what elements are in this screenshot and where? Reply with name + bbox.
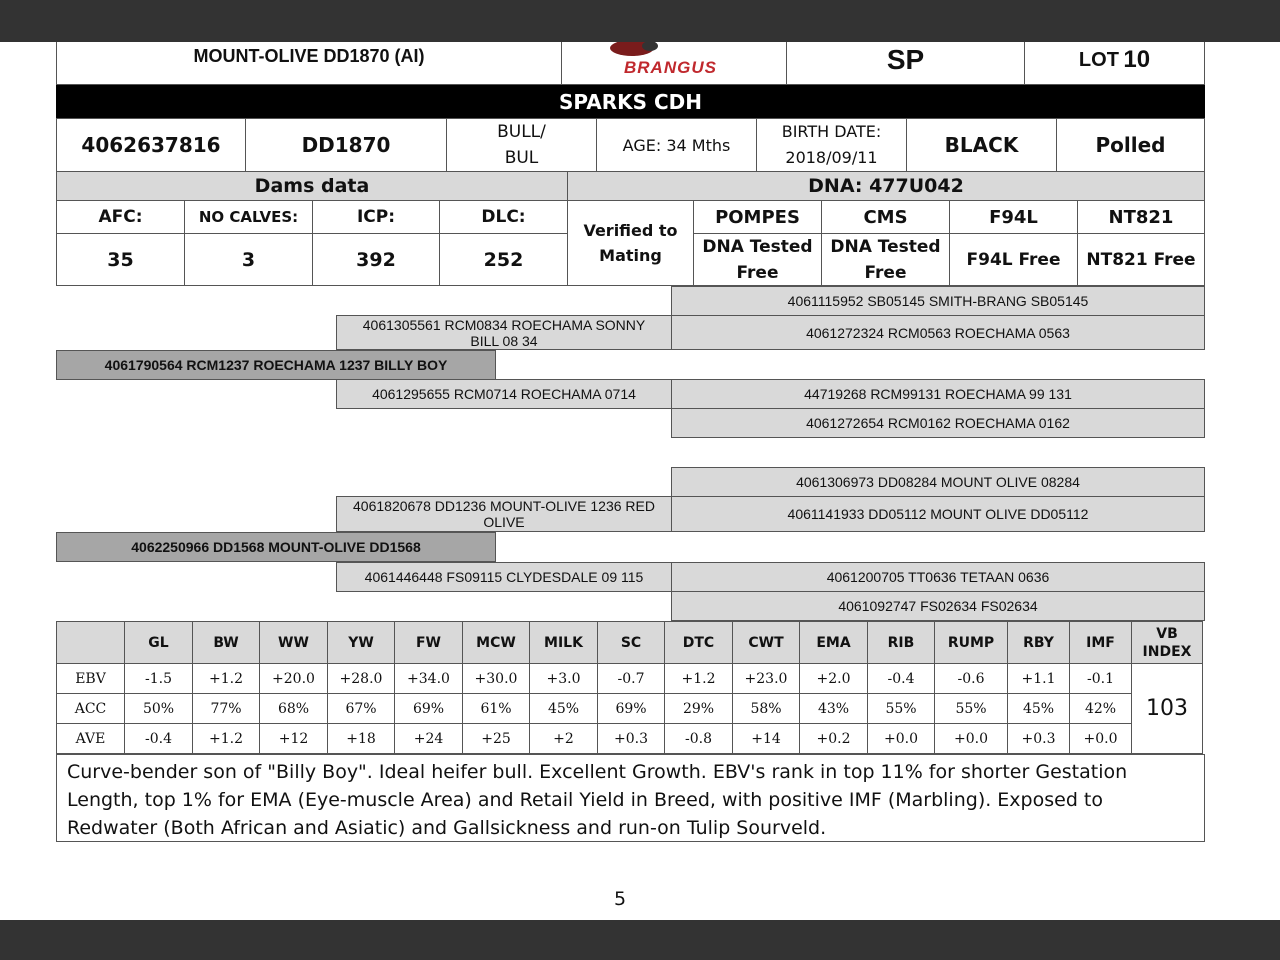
table-cell: 68%	[260, 694, 328, 724]
ebv-col-rib: RIB	[868, 622, 935, 664]
table-cell: +30.0	[463, 664, 530, 694]
vb-index-value: 103	[1132, 664, 1203, 754]
top-bar	[0, 0, 1280, 42]
animal-id: 4062637816	[56, 118, 246, 172]
table-cell: +2	[530, 724, 598, 754]
table-cell: +0.2	[800, 724, 868, 754]
afc-value: 35	[56, 233, 185, 286]
nt821-value: NT821 Free	[1077, 233, 1205, 286]
pedigree-sds: 44719268 RCM99131 ROECHAMA 99 131	[671, 379, 1205, 409]
ebv-col-gl: GL	[125, 622, 193, 664]
table-cell: +18	[328, 724, 395, 754]
table-cell: -0.6	[935, 664, 1008, 694]
table-cell: -0.7	[598, 664, 665, 694]
brand-name: BRANGUS	[624, 58, 717, 77]
f94l-header: F94L	[949, 200, 1078, 234]
row-label: AVE	[57, 724, 125, 754]
table-cell: +28.0	[328, 664, 395, 694]
table-cell: -0.1	[1070, 664, 1132, 694]
animal-color: BLACK	[906, 118, 1057, 172]
table-cell: -0.4	[125, 724, 193, 754]
pedigree-dam-dam: 4061446448 FS09115 CLYDESDALE 09 115	[336, 562, 672, 592]
table-cell: 43%	[800, 694, 868, 724]
table-cell: +0.0	[1070, 724, 1132, 754]
ebv-table	[56, 621, 1203, 754]
table-cell: +0.0	[868, 724, 935, 754]
pedigree-dds: 4061200705 TT0636 TETAAN 0636	[671, 562, 1205, 592]
table-cell: +1.2	[193, 664, 260, 694]
table-cell: 29%	[665, 694, 733, 724]
pedigree-dam-sire: 4061820678 DD1236 MOUNT-OLIVE 1236 RED OLIVE	[336, 496, 672, 532]
table-cell: 58%	[733, 694, 800, 724]
ebv-col-dtc: DTC	[665, 622, 733, 664]
table-cell: +0.3	[598, 724, 665, 754]
pompes-value: DNA Tested Free	[693, 233, 822, 286]
table-cell: 55%	[935, 694, 1008, 724]
table-cell: 77%	[193, 694, 260, 724]
verified-to-mating: Verified to Mating	[567, 200, 694, 286]
table-cell: +0.3	[1008, 724, 1070, 754]
table-cell: +12	[260, 724, 328, 754]
ebv-col-yw: YW	[328, 622, 395, 664]
polled-status: Polled	[1056, 118, 1205, 172]
dams-data-label: Dams data	[56, 171, 568, 201]
lot-label: LOT	[1078, 48, 1119, 71]
ebv-col-cwt: CWT	[733, 622, 800, 664]
table-cell: +25	[463, 724, 530, 754]
table-cell: +1.2	[665, 664, 733, 694]
ebv-col-imf: IMF	[1070, 622, 1132, 664]
pedigree-ssd: 4061272324 RCM0563 ROECHAMA 0563	[671, 315, 1205, 350]
ebv-col-milk: MILK	[530, 622, 598, 664]
dna-label: DNA: 477U042	[567, 171, 1205, 201]
pedigree-sire-sire: 4061305561 RCM0834 ROECHAMA SONNY BILL 08 34	[336, 315, 672, 350]
dlc-value: 252	[439, 233, 568, 286]
lot-box	[1024, 42, 1205, 85]
table-cell: 50%	[125, 694, 193, 724]
table-cell: +3.0	[530, 664, 598, 694]
table-cell: 61%	[463, 694, 530, 724]
pedigree-dss: 4061306973 DD08284 MOUNT OLIVE 08284	[671, 467, 1205, 497]
pedigree-sire: 4061790564 RCM1237 ROECHAMA 1237 BILLY BOY	[56, 350, 496, 380]
table-cell: +24	[395, 724, 463, 754]
page-title: SPARKS CDH	[56, 85, 1205, 118]
table-cell: +1.2	[193, 724, 260, 754]
icp-header: ICP:	[312, 200, 440, 234]
row-label: ACC	[57, 694, 125, 724]
no-calves-value: 3	[184, 233, 313, 286]
animal-tag: DD1870	[245, 118, 447, 172]
ebv-corner	[57, 622, 125, 664]
breed-code: SP	[786, 42, 1025, 85]
table-cell: 45%	[530, 694, 598, 724]
table-cell: 42%	[1070, 694, 1132, 724]
ebv-row-acc	[57, 694, 1203, 724]
vb-index-header: VB INDEX	[1132, 622, 1203, 664]
ebv-col-mcw: MCW	[463, 622, 530, 664]
ebv-col-ema: EMA	[800, 622, 868, 664]
ebv-header-row	[57, 622, 1203, 664]
lot-number: 10	[1123, 46, 1151, 73]
table-cell: -0.4	[868, 664, 935, 694]
table-cell: +0.0	[935, 724, 1008, 754]
description: Curve-bender son of "Billy Boy". Ideal heifer bull. Excellent Growth. EBV's rank in top 11% for shorter Gestation Length, top 1% for EMA (Eye-muscle Area) and Retail Yield in Breed, with positive IMF (Marbling). Exposed to Redwater (Both African and Asiatic) and Gallsickness and run-on Tulip Sourveld.	[56, 754, 1205, 842]
pompes-header: POMPES	[693, 200, 822, 234]
bottom-bar	[0, 920, 1280, 960]
table-cell: -0.8	[665, 724, 733, 754]
animal-name: MOUNT-OLIVE DD1870 (AI)	[56, 42, 562, 85]
table-cell: +14	[733, 724, 800, 754]
table-cell: 45%	[1008, 694, 1070, 724]
nt821-header: NT821	[1077, 200, 1205, 234]
cms-header: CMS	[821, 200, 950, 234]
pedigree-sss: 4061115952 SB05145 SMITH-BRANG SB05145	[671, 286, 1205, 316]
row-label: EBV	[57, 664, 125, 694]
ebv-col-ww: WW	[260, 622, 328, 664]
icp-value: 392	[312, 233, 440, 286]
page-number: 5	[613, 888, 627, 910]
no-calves-header: NO CALVES:	[184, 200, 313, 234]
ebv-col-rby: RBY	[1008, 622, 1070, 664]
animal-sex: BULL/ BUL	[446, 118, 597, 172]
ebv-col-bw: BW	[193, 622, 260, 664]
animal-age: AGE: 34 Mths	[596, 118, 757, 172]
table-cell: +2.0	[800, 664, 868, 694]
table-cell: +20.0	[260, 664, 328, 694]
table-cell: +23.0	[733, 664, 800, 694]
pedigree-sire-dam: 4061295655 RCM0714 ROECHAMA 0714	[336, 379, 672, 409]
f94l-value: F94L Free	[949, 233, 1078, 286]
table-cell: -1.5	[125, 664, 193, 694]
dlc-header: DLC:	[439, 200, 568, 234]
ebv-col-sc: SC	[598, 622, 665, 664]
pedigree-ddd: 4061092747 FS02634 FS02634	[671, 591, 1205, 621]
pedigree-dam: 4062250966 DD1568 MOUNT-OLIVE DD1568	[56, 532, 496, 562]
table-cell: +1.1	[1008, 664, 1070, 694]
birth-date: BIRTH DATE: 2018/09/11	[756, 118, 907, 172]
cms-value: DNA Tested Free	[821, 233, 950, 286]
ebv-col-fw: FW	[395, 622, 463, 664]
pedigree-dsd: 4061141933 DD05112 MOUNT OLIVE DD05112	[671, 496, 1205, 532]
table-cell: 55%	[868, 694, 935, 724]
afc-header: AFC:	[56, 200, 185, 234]
ebv-row-ave	[57, 724, 1203, 754]
pedigree-sdd: 4061272654 RCM0162 ROECHAMA 0162	[671, 408, 1205, 438]
table-cell: 69%	[395, 694, 463, 724]
ebv-row-ebv	[57, 664, 1203, 694]
ebv-col-rump: RUMP	[935, 622, 1008, 664]
table-cell: 69%	[598, 694, 665, 724]
table-cell: +34.0	[395, 664, 463, 694]
table-cell: 67%	[328, 694, 395, 724]
